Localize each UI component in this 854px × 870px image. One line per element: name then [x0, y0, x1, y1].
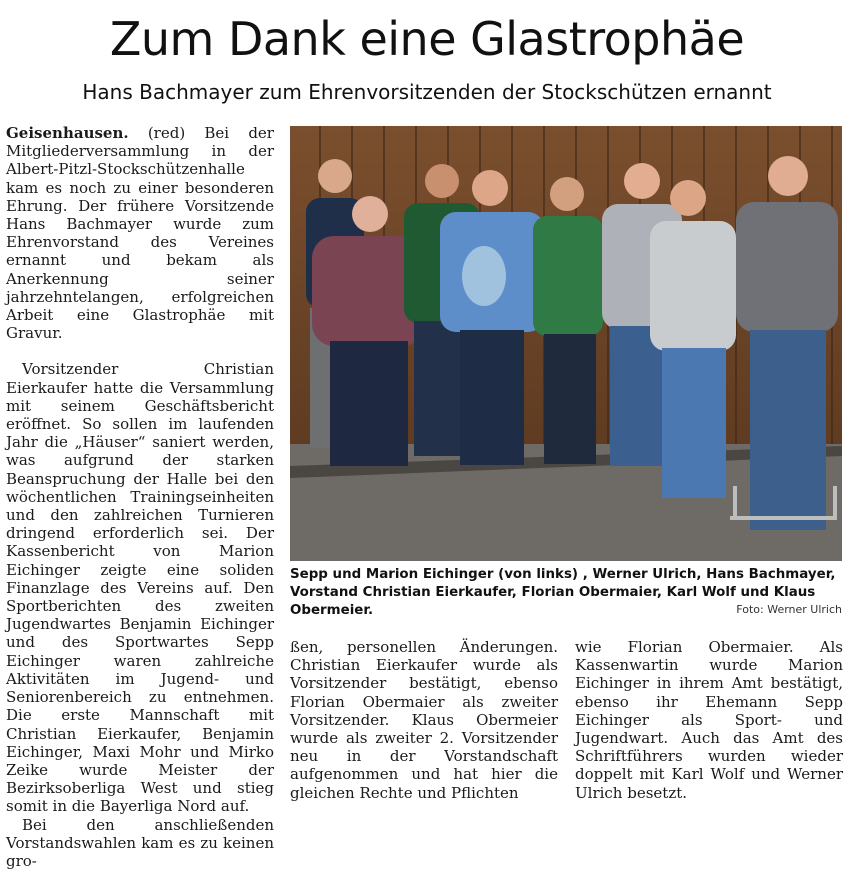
paragraph-2: Vorsitzender Christian Eierkaufer hatte die Versammlung mit seinem Geschäftsbericht eröffnet. So sollen im laufenden Jahr die „Häuser“ saniert werden, was aufgrund der starken Beanspruchung der Halle bei den wöchentlichen Trainingseinheiten und den zahlreichen Turnieren dringend erforderlich sei. Der Kassenbericht von Marion Eichinger zeigte eine soliden Finanzlage des Vereins auf. Den Sportberichten des zweiten Jugendwartes Benjamin Eichinger und des Sportwartes Sepp Eichinger waren zahlreiche Aktivitäten im Jugend- und Seniorenbereich zu entnehmen. Die erste Mannschaft mit Christian Eierkaufer, Benjamin Eichinger, Maxi Mohr und Mirko Zeike wurde Meister der Bezirksoberliga West und stieg somit in die Bayerliga Nord auf.: [6, 360, 274, 816]
photo-credit: Foto: Werner Ulrich: [736, 603, 842, 616]
paragraph-1: [6, 124, 274, 342]
group-photo: [290, 126, 842, 561]
paragraph-3-start: Bei den anschließenden Vorstandswahlen kam es zu keinen gro-: [6, 815, 274, 870]
paragraph-1-text: (red) Bei der Mitgliederversammlung in der Albert-Pitzl-Stockschützenhalle kam es noch zu einer besonderen Ehrung. Der frühere Vorsitzende Hans Bachmayer wurde zum Ehrenvorstand des Vereines ernannt und bekam als Anerkennung seiner jahrzehntelangen, erfolgreichen Arbeit eine Glastrophäe mit Gravur.: [6, 124, 274, 343]
article-column-2: [290, 638, 558, 802]
person-8: [736, 156, 838, 530]
headline: Zum Dank eine Glastrophäe: [109, 12, 745, 66]
photo-caption: Sepp und Marion Eichinger (von links) , Werner Ulrich, Hans Bachmayer, Vorstand Christian Eierkaufer, Florian Obermaier, Karl Wolf und Klaus Obermeier.: [290, 567, 836, 618]
paragraph-3-end: wie Florian Obermaier. Als Kassenwartin wurde Marion Eichinger in ihrem Amt bestätigt, ebenso ihr Ehemann Sepp Eichinger als Sport- und Jugendwart. Auch das Amt des Schriftführers wurden wieder doppelt mit Karl Wolf und Werner Ulrich besetzt.: [575, 638, 843, 802]
glass-trophy: [462, 246, 506, 306]
article-column-1: [6, 124, 274, 870]
paragraph-3-middle: ßen, personellen Änderungen. Christian Eierkaufer wurde als Vorsitzender bestätigt, ebenso Florian Obermaier als zweiter Vorsitzender. Klaus Obermeier wurde als zweiter 2. Vorsitzender neu in der Vorstandschaft aufgenommen und hat hier die gleichen Rechte und Pflichten: [290, 638, 558, 802]
person-7: [650, 180, 736, 498]
subheadline: Hans Bachmayer zum Ehrenvorsitzenden der Stockschützen ernannt: [82, 80, 772, 104]
article-column-3: [575, 638, 843, 802]
dateline: Geisenhausen.: [6, 124, 129, 142]
photo-illustration: [290, 126, 842, 561]
